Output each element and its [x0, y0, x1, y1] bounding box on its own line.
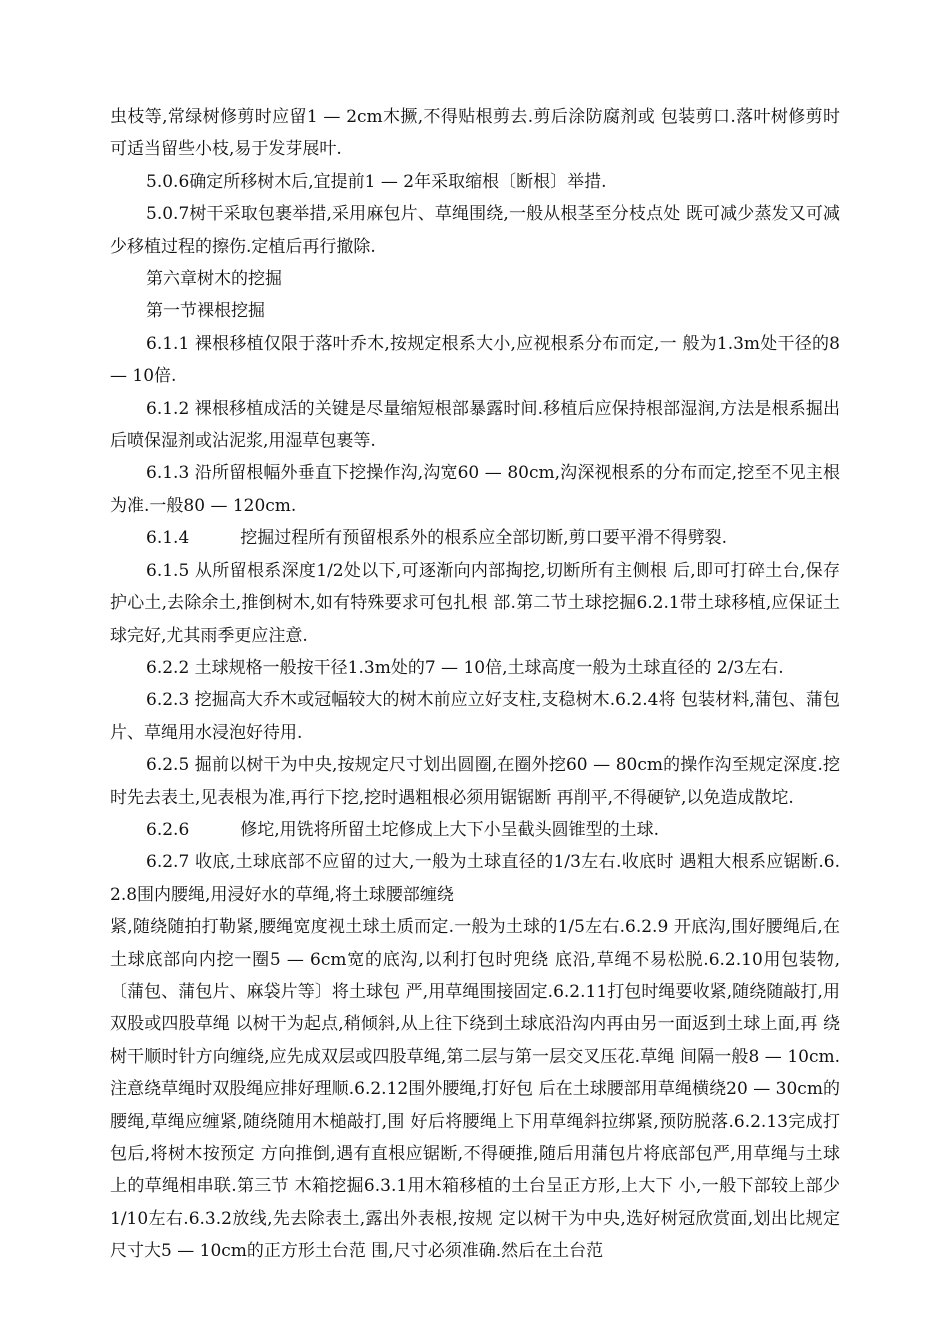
paragraph: 虫枝等,常绿树修剪时应留1 — 2cm木撅,不得贴根剪去.剪后涂防腐剂或 包装剪口.落叶树修剪时可适当留些小枝,易于发芽展叶. — [110, 107, 840, 160]
paragraph: 6.1.2 裸根移植成活的关键是尽量缩短根部暴露时间.移植后应保持根部湿润,方法是根系掘出后喷保湿剂或沾泥浆,用湿草包裹等. — [110, 398, 840, 452]
paragraph: 6.1.4 挖掘过程所有预留根系外的根系应全部切断,剪口要平滑不得劈裂. — [146, 528, 728, 549]
paragraph: 6.2.5 掘前以树干为中央,按规定尺寸划出圆圈,在圈外挖60 — 80cm的操作沟至规定深度.挖时先去表土,见表根为准,再行下挖,挖时遇粗根必须用锯锯断 再削平,不得硬铲,以免造成散坨. — [110, 755, 840, 808]
paragraph: 5.0.7树干采取包裹举措,采用麻包片、草绳围绕,一般从根茎至分枝点处 既可减少蒸发又可减少移植过程的擦伤.定植后再行撤除. — [110, 204, 840, 257]
paragraph: 6.1.1 裸根移植仅限于落叶乔木,按规定根系大小,应视根系分布而定,一 般为1.3m处干径的8 — 10倍. — [110, 333, 840, 387]
section-heading: 第一节裸根挖掘 — [146, 301, 265, 322]
paragraph: 6.2.3 挖掘高大乔木或冠幅较大的树木前应立好支柱,支稳树木.6.2.4将 包装材料,蒲包、蒲包片、草绳用水浸泡好待用. — [110, 690, 840, 743]
chapter-heading: 第六章树木的挖掘 — [146, 269, 282, 290]
paragraph: 6.1.3 沿所留根幅外垂直下挖操作沟,沟宽60 — 80cm,沟深视根系的分布而定,挖至不见主根为准.一般80 — 120cm. — [110, 463, 840, 516]
paragraph: 6.2.2 土球规格一般按干径1.3m处的7 — 10倍,土球高度一般为土球直径的 2/3左右. — [146, 657, 784, 678]
paragraph: 5.0.6确定所移树木后,宜提前1 — 2年采取缩根〔断根〕举措. — [146, 171, 607, 192]
document-body — [110, 101, 840, 1268]
paragraph: 6.1.5 从所留根系深度1/2处以下,可逐渐向内部掏挖,切断所有主侧根 后,即可打碎土台,保存护心土,去除余土,推倒树木,如有特殊要求可包扎根 部.第二节土球挖掘6.2.1带土球移植,应保证土球完好,尤其雨季更应注意. — [110, 560, 840, 646]
paragraph: 紧,随绕随拍打勒紧,腰绳宽度视土球土质而定.一般为土球的1/5左右.6.2.9 开底沟,围好腰绳后,在土球底部向内挖一圈5 — 6cm宽的底沟,以利打包时兜绕 底沿,草绳不易松脱.6.2.10用包装物,〔蒲包、蒲包片、麻袋片等〕将土球包 严,用草绳围接固定.6.2.11打包时绳要收紧,随绕随敲打,用双股或四股草绳 以树干为起点,稍倾斜,从上往下绕到土球底沿沟内再由另一面返到土球上面,再 绕树干顺时针方向缠绕,应先成双层或四股草绳,第二层与第一层交叉压花.草绳 间隔一般8 — 10cm.注意绕草绳时双股绳应排好理顺.6.2.12围外腰绳,打好包 后在土球腰部用草绳横绕20 — 30cm的腰绳,草绳应缠紧,随绕随用木槌敲打,围 好后将腰绳上下用草绳斜拉绑紧,预防脱落.6.2.13完成打包后,将树木按预定 方向推倒,遇有直根应锯断,不得硬推,随后用蒲包片将底部包严,用草绳与土球 上的草绳相串联.第三节 木箱挖掘6.3.1用木箱移植的土台呈正方形,上大下 小,一般下部较上部少1/10左右.6.3.2放线,先去除表土,露出外表根,按规 定以树干为中央,选好树冠欣赏面,划出比规定尺寸大5 — 10cm的正方形土台范 围,尺寸必须准确.然后在土台范 — [110, 917, 840, 1262]
paragraph: 6.2.6 修坨,用铣将所留土坨修成上大下小呈截头圆锥型的土球. — [146, 819, 660, 840]
paragraph: 6.2.7 收底,土球底部不应留的过大,一般为土球直径的1/3左右.收底时 遇粗大根系应锯断.6.2.8围内腰绳,用浸好水的草绳,将土球腰部缠绕 — [110, 852, 840, 905]
